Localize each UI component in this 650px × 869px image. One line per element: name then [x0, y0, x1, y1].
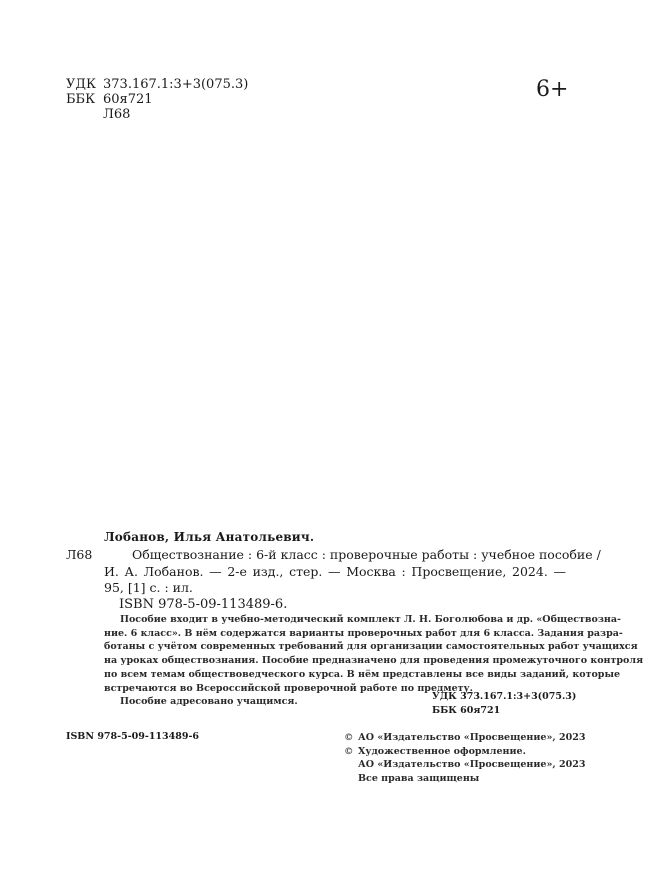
annotation-line: по всем темам обществоведческого курса. В нём представлены все виды заданий, которые [104, 668, 621, 680]
annotation-line: Пособие входит в учебно-методический комплект Л. Н. Боголюбова и др. «Обществозна- [120, 614, 621, 625]
copyright-line: Художественное оформление. [358, 745, 526, 757]
rights-reserved: Все права защищены [358, 772, 480, 784]
record-isbn: ISBN 978-5-09-113489-6. [119, 597, 288, 612]
copyright-line: АО «Издательство «Просвещение», 2023 [358, 759, 586, 770]
record-margin-mark: Л68 [66, 547, 93, 562]
annotation-line: ботаны с учётом современных требований для организации самостоятельных работ учащихся [104, 641, 638, 653]
bbk-label: ББК [66, 92, 96, 107]
footer-isbn: ISBN 978-5-09-113489-6 [66, 731, 200, 742]
bbk-row [66, 92, 248, 107]
copyright-icon: © [344, 732, 354, 743]
record-bbk: ББК 60я721 [432, 704, 501, 716]
record-udk: УДК 373.167.1:3+3(075.3) [432, 691, 577, 702]
udk-row [66, 77, 248, 92]
classification-codes [66, 77, 248, 122]
record-title-line: И. А. Лобанов. — 2-е изд., стер. — Москва : Просвещение, 2024. — [104, 563, 566, 579]
copyright-line: АО «Издательство «Просвещение», 2023 [358, 732, 586, 743]
udk-label: УДК [66, 77, 97, 92]
record-author: Лобанов, Илья Анатольевич. [104, 530, 315, 544]
record-classification [432, 690, 576, 717]
copyright-icon: © [344, 745, 354, 757]
record-title-line: 95, [1] с. : ил. [104, 580, 193, 595]
annotation-line: ние. 6 класс». В нём содержатся варианты проверочных работ для 6 класса. Задания разра- [104, 627, 623, 639]
annotation-line: Пособие адресовано учащимся. [120, 696, 298, 708]
annotation-line: на уроках обществознания. Пособие предназначено для проведения промежуточного контроля [104, 655, 644, 667]
author-mark-row [66, 107, 248, 122]
annotation-line: встречаются во Всероссийской проверочной работе по предмету. [104, 682, 473, 694]
bbk-value: 60я721 [103, 92, 153, 107]
udk-value: 373.167.1:3+3(075.3) [103, 77, 249, 92]
record-title-block [104, 547, 601, 597]
author-mark: Л68 [103, 107, 131, 122]
record-title-line: Обществознание : 6-й класс : проверочные работы : учебное пособие / [132, 547, 601, 562]
age-rating: 6+ [536, 77, 569, 102]
copyright-block [344, 731, 585, 785]
